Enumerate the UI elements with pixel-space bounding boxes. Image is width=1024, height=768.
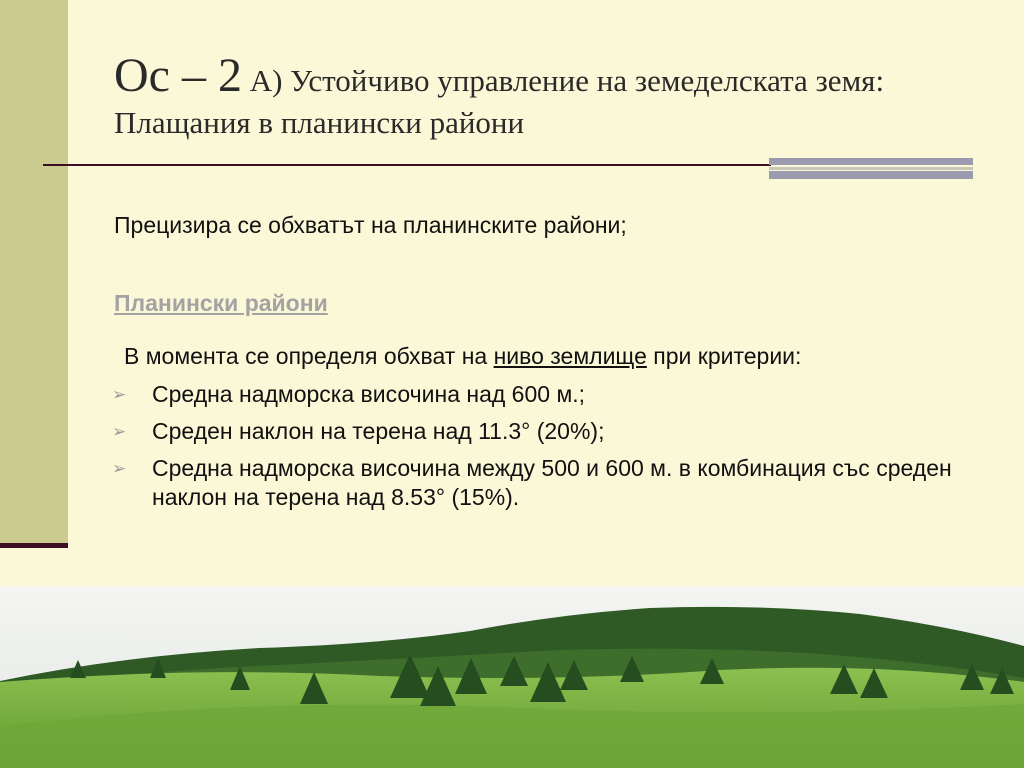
criteria-underlined: ниво землище	[493, 343, 647, 369]
list-item	[112, 380, 982, 409]
criteria-suffix: при критерии:	[646, 343, 802, 369]
chevron-arrow-icon: ➢	[112, 459, 127, 478]
list-item-text: Среден наклон на терена над 11.3° (20%);	[152, 418, 605, 444]
intro-text: Прецизира се обхватът на планинските райони;	[114, 212, 627, 238]
subheading-link[interactable]: Планински райони	[114, 290, 328, 316]
mountain-landscape-photo	[0, 586, 1024, 768]
list-item-text: Средна надморска височина между 500 и 600 м. в комбинация със среден наклон на терена над 8.53° (15%).	[152, 455, 952, 510]
left-decor-bar	[0, 0, 68, 548]
title-rest: А) Устойчиво управление на земеделската земя: Плащания в планински райони	[114, 63, 885, 140]
chevron-arrow-icon: ➢	[112, 385, 127, 404]
list-item-text: Средна надморска височина над 600 м.;	[152, 381, 586, 407]
title-main: Ос – 2	[114, 49, 242, 102]
slide-title	[114, 48, 974, 141]
list-item	[112, 454, 982, 512]
criteria-list	[112, 380, 982, 520]
chevron-arrow-icon: ➢	[112, 422, 127, 441]
list-item	[112, 417, 982, 446]
criteria-text	[124, 343, 801, 370]
left-decor-line	[0, 543, 68, 548]
title-divider-bars	[769, 158, 973, 180]
title-divider	[43, 164, 771, 166]
criteria-prefix: В момента се определя обхват на	[124, 343, 494, 369]
landscape-illustration	[0, 586, 1024, 768]
